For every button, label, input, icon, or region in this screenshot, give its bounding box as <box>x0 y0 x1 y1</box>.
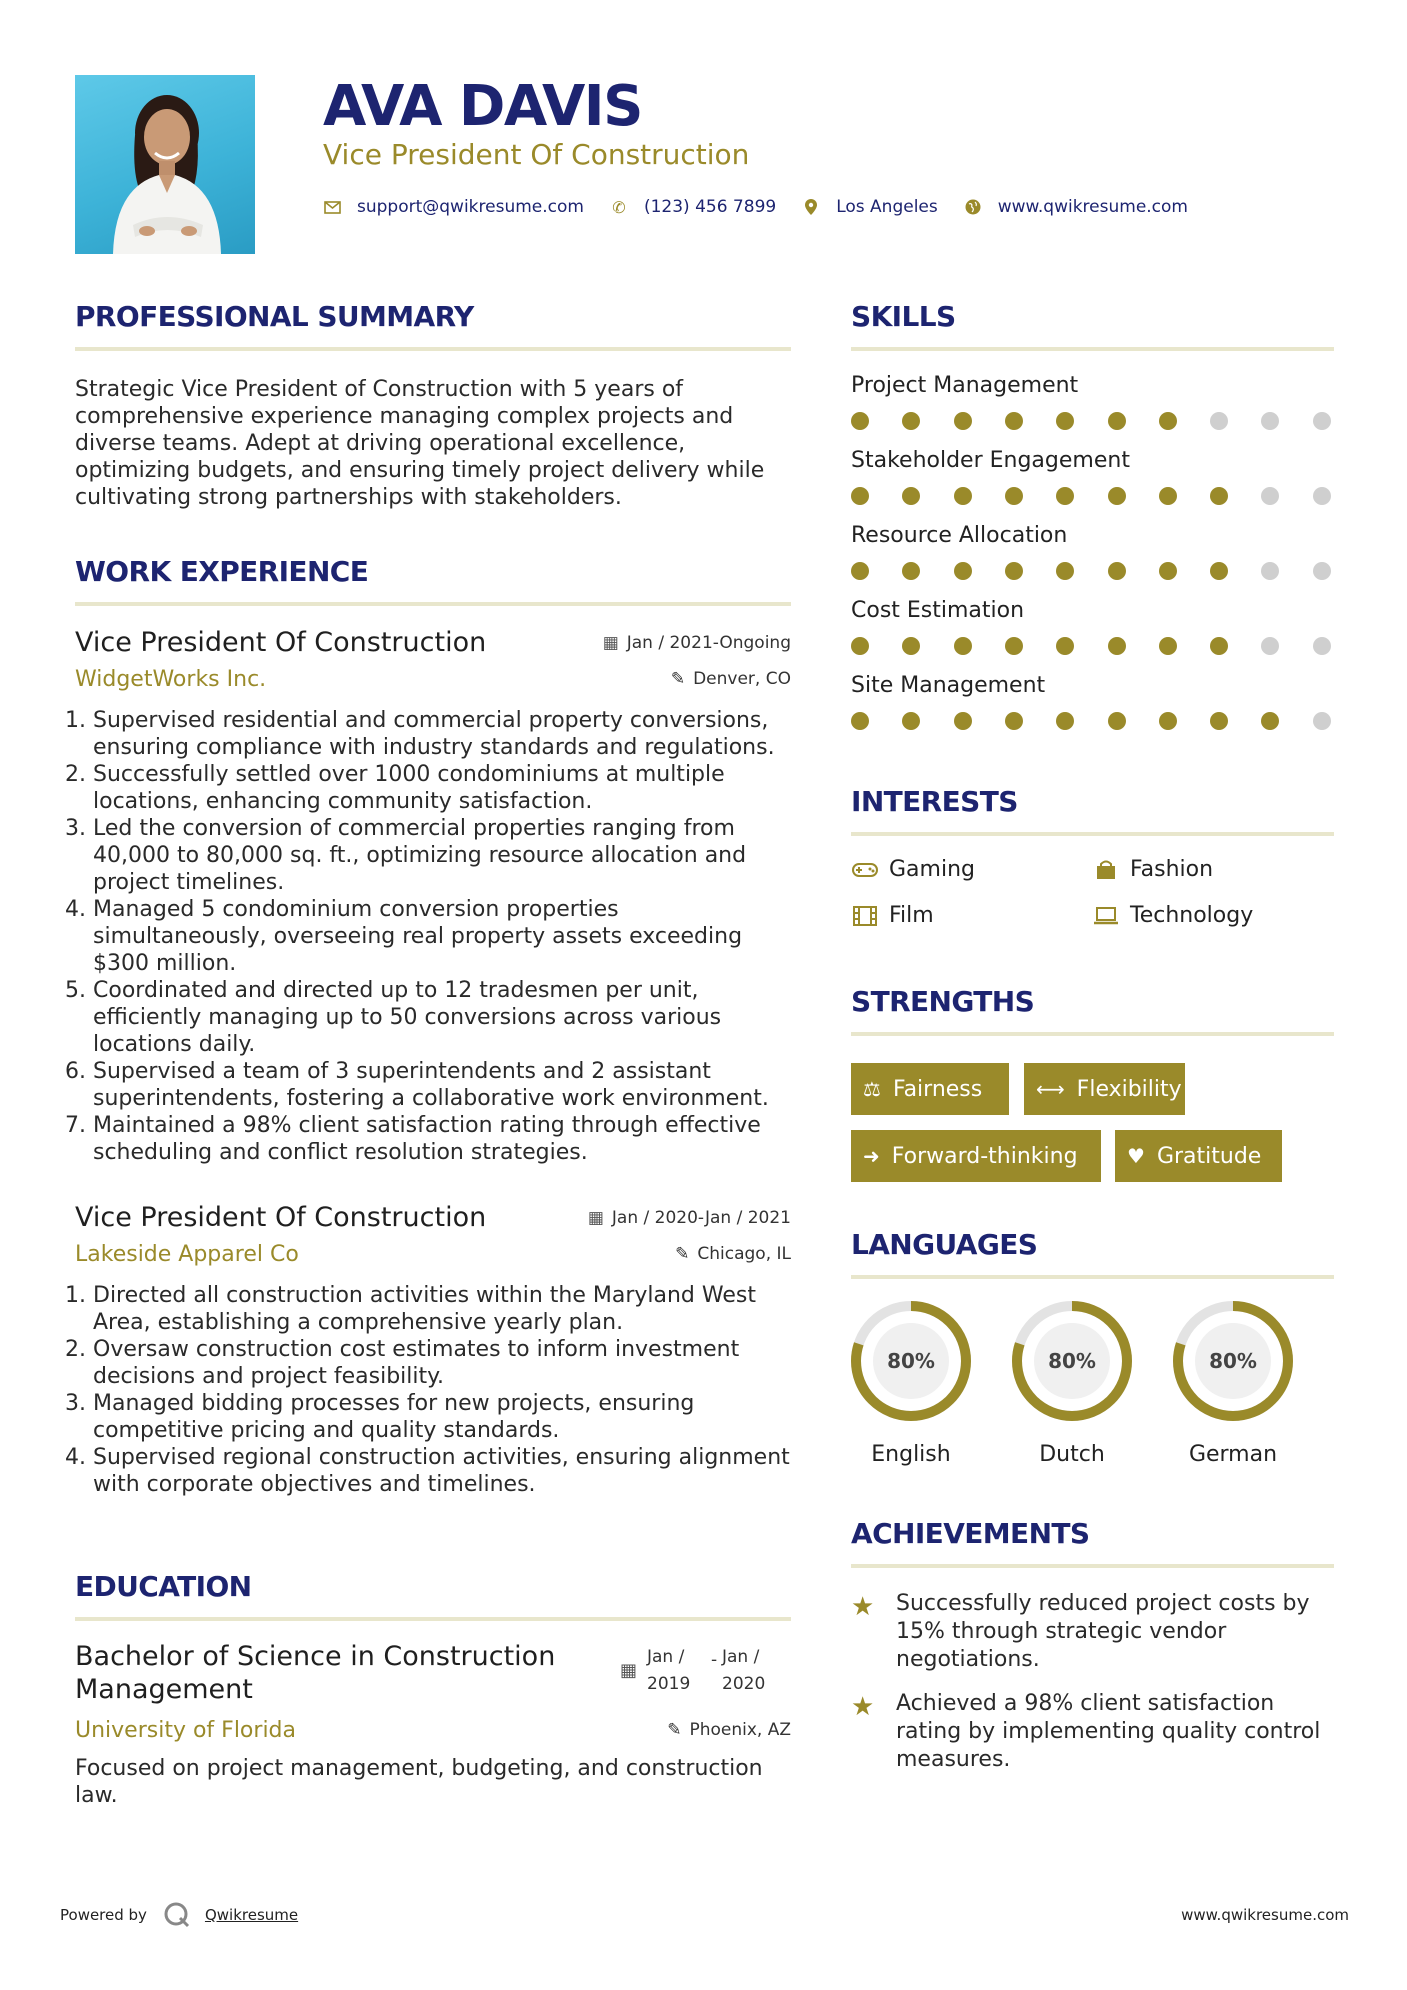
qwikresume-logo-icon <box>163 1901 191 1929</box>
achievement-item-1 <box>851 1590 1334 1680</box>
rating-dot-filled <box>851 712 869 730</box>
interest-label: Film <box>889 903 934 928</box>
interest-label: Technology <box>1130 903 1254 928</box>
rating-dot-filled <box>1005 712 1023 730</box>
interest-label: Gaming <box>889 857 975 882</box>
rating-dot-filled <box>1159 487 1177 505</box>
achievements-heading: ACHIEVEMENTS <box>851 1517 1090 1550</box>
rating-dot-empty <box>1313 487 1331 505</box>
rating-dot-filled <box>1261 712 1279 730</box>
shooting-star-icon: ★ <box>851 1592 875 1622</box>
rating-dot-empty <box>1261 487 1279 505</box>
map-pin-icon <box>802 199 820 215</box>
rating-dot-filled <box>1005 487 1023 505</box>
contact-email[interactable] <box>323 197 584 217</box>
achievement-text: Successfully reduced project costs by 15% through strategic vendor negotiations. <box>896 1591 1310 1672</box>
skill-label: Site Management <box>851 673 1046 698</box>
rating-dot-filled <box>954 712 972 730</box>
language-percent: 80% <box>887 1349 935 1373</box>
rating-dot-empty <box>1210 412 1228 430</box>
education-location <box>667 1720 791 1740</box>
location-text: Los Angeles <box>836 197 938 217</box>
interest-label: Fashion <box>1130 857 1214 882</box>
job-date-text: Jan / 2021-Ongoing <box>626 633 791 653</box>
strengths-heading: STRENGTHS <box>851 985 1035 1018</box>
contact-bar <box>323 194 1214 220</box>
rating-dot-filled <box>1056 487 1074 505</box>
job-title: Vice President Of Construction <box>75 1202 487 1233</box>
job-location-text: Chicago, IL <box>697 1244 791 1264</box>
list-item: 6. Supervised a team of 3 superintendents and 2 assistant superintendents, fostering a collaborative work environment. <box>93 1058 791 1112</box>
rating-dot-filled <box>954 637 972 655</box>
rating-dot-filled <box>1005 562 1023 580</box>
rating-dot-filled <box>902 487 920 505</box>
skill-row <box>851 597 1334 659</box>
shopping-bag-icon <box>1092 859 1120 881</box>
strength-label: Gratitude <box>1156 1143 1262 1169</box>
language-item <box>1172 1300 1294 1467</box>
section-divider <box>851 1275 1334 1279</box>
job-title: Vice President Of Construction <box>75 627 487 658</box>
pushpin-icon: ✎ <box>675 1244 690 1264</box>
list-item: 1. Supervised residential and commercial property conversions, ensuring compliance with industry standards and regulations. <box>93 707 791 761</box>
date-separator: - <box>711 1650 718 1670</box>
rating-dot-filled <box>851 412 869 430</box>
arrows-horizontal-icon: ⟷ <box>1036 1077 1065 1101</box>
list-item: 3. Led the conversion of commercial properties ranging from 40,000 to 80,000 sq. ft., optimizing resource allocation and project timelines. <box>93 815 791 896</box>
rating-dot-filled <box>851 562 869 580</box>
rating-dot-filled <box>1159 712 1177 730</box>
rating-dot-filled <box>1108 412 1126 430</box>
phone-icon: ✆ <box>612 197 626 217</box>
strength-pill-forward-thinking <box>851 1130 1101 1182</box>
summary-heading: PROFESSIONAL SUMMARY <box>75 300 474 333</box>
rating-dot-filled <box>851 487 869 505</box>
qwikresume-link[interactable]: Qwikresume <box>204 1906 299 1924</box>
rating-dot-filled <box>1210 487 1228 505</box>
rating-dot-filled <box>954 412 972 430</box>
section-divider <box>851 1032 1334 1036</box>
achievement-text: Achieved a 98% client satisfaction rating by implementing quality control measures. <box>896 1691 1321 1772</box>
skill-label: Resource Allocation <box>851 523 1068 548</box>
section-divider <box>851 832 1334 836</box>
strength-label: Fairness <box>892 1076 983 1102</box>
skill-rating <box>851 637 1334 659</box>
section-divider <box>851 347 1334 351</box>
education-heading: EDUCATION <box>75 1570 252 1603</box>
education-location-text: Phoenix, AZ <box>689 1720 791 1740</box>
achievement-item-2 <box>851 1690 1334 1780</box>
education-description: Focused on project management, budgeting, and construction law. <box>75 1756 763 1808</box>
rating-dot-empty <box>1261 562 1279 580</box>
contact-location <box>802 197 938 217</box>
rating-dot-filled <box>1210 562 1228 580</box>
rating-dot-filled <box>1056 562 1074 580</box>
gamepad-icon <box>851 862 879 878</box>
skill-rating <box>851 712 1334 734</box>
job-date-text: Jan / 2020-Jan / 2021 <box>611 1208 791 1228</box>
section-divider <box>75 602 791 606</box>
rating-dot-filled <box>851 637 869 655</box>
section-divider <box>851 1564 1334 1568</box>
skill-rating <box>851 487 1334 509</box>
section-divider <box>75 347 791 351</box>
experience-heading: WORK EXPERIENCE <box>75 555 369 588</box>
skill-label: Stakeholder Engagement <box>851 448 1130 473</box>
candidate-title: Vice President Of Construction <box>323 138 750 171</box>
rating-dot-filled <box>902 637 920 655</box>
candidate-name: AVA DAVIS <box>323 74 642 139</box>
language-name: English <box>871 1442 951 1467</box>
summary-text: Strategic Vice President of Construction with 5 years of comprehensive experience managing complex projects and diverse teams. Adept at driving operational excellence, optimizing budgets, and ensuring timely project delivery while cultivating strong partnerships with stakeholders. <box>75 377 765 510</box>
calendar-icon: ▦ <box>587 1208 604 1228</box>
contact-phone[interactable] <box>610 197 776 217</box>
rating-dot-filled <box>954 562 972 580</box>
laptop-icon <box>1092 907 1120 925</box>
interest-item-fashion <box>1092 857 1213 882</box>
rating-dot-filled <box>1108 712 1126 730</box>
section-divider <box>75 1617 791 1621</box>
job-entry-2 <box>75 1202 791 1498</box>
rating-dot-empty <box>1313 562 1331 580</box>
rating-dot-empty <box>1313 412 1331 430</box>
rating-dot-filled <box>1056 712 1074 730</box>
list-item: 3. Managed bidding processes for new projects, ensuring competitive pricing and quality standards. <box>93 1390 791 1444</box>
date-start-line-1: Jan / <box>647 1647 685 1667</box>
date-start-line-2: 2019 <box>647 1674 691 1694</box>
language-percent: 80% <box>1048 1349 1096 1373</box>
list-item: 1. Directed all construction activities within the Maryland West Area, establishing a comprehensive yearly plan. <box>93 1282 791 1336</box>
rating-dot-filled <box>1210 712 1228 730</box>
film-icon <box>851 906 879 926</box>
rating-dot-filled <box>954 487 972 505</box>
list-item: 4. Supervised regional construction activities, ensuring alignment with corporate objectives and timelines. <box>93 1444 791 1498</box>
envelope-icon <box>323 201 341 214</box>
job-bullets <box>75 707 791 1166</box>
interest-item-film <box>851 903 934 928</box>
skills-heading: SKILLS <box>851 300 956 333</box>
job-company: WidgetWorks Inc. <box>75 667 267 692</box>
list-item: 2. Successfully settled over 1000 condominiums at multiple locations, enhancing community satisfaction. <box>93 761 791 815</box>
date-end-line-2: 2020 <box>722 1674 766 1694</box>
education-date-start <box>647 1644 690 1698</box>
degree-title: Bachelor of Science in Construction Management <box>75 1641 556 1705</box>
skill-rating <box>851 562 1334 584</box>
rating-dot-empty <box>1261 637 1279 655</box>
skill-row <box>851 447 1334 509</box>
rating-dot-empty <box>1313 637 1331 655</box>
calendar-icon: ▦ <box>602 633 619 653</box>
job-bullets <box>75 1282 791 1498</box>
list-item: 7. Maintained a 98% client satisfaction rating through effective scheduling and conflict resolution strategies. <box>93 1112 791 1166</box>
rating-dot-filled <box>1159 412 1177 430</box>
rating-dot-empty <box>1313 712 1331 730</box>
language-progress-ring <box>1011 1300 1133 1422</box>
footer-powered-by <box>60 1901 298 1929</box>
language-name: German <box>1188 1442 1278 1467</box>
rating-dot-filled <box>1056 637 1074 655</box>
list-item: 5. Coordinated and directed up to 12 tradesmen per unit, efficiently managing up to 50 conversions across various locations daily. <box>93 977 791 1058</box>
rating-dot-filled <box>1159 562 1177 580</box>
rating-dot-empty <box>1261 412 1279 430</box>
strengths-section <box>851 985 1334 1036</box>
pushpin-icon: ✎ <box>670 669 686 689</box>
strength-pill-flexibility <box>1024 1063 1185 1115</box>
job-location <box>675 1244 791 1264</box>
skill-row <box>851 522 1334 584</box>
contact-website[interactable] <box>964 197 1188 217</box>
job-date <box>603 633 791 653</box>
arrow-right-icon: ➜ <box>863 1144 880 1168</box>
rating-dot-filled <box>1056 412 1074 430</box>
strength-pill-gratitude <box>1115 1130 1282 1182</box>
date-end-line-1: Jan / <box>722 1647 760 1667</box>
calendar-icon: ▦ <box>620 1660 638 1681</box>
language-item <box>850 1300 972 1467</box>
strength-label: Forward-thinking <box>891 1143 1078 1169</box>
skill-label: Project Management <box>851 373 1079 398</box>
job-location-text: Denver, CO <box>693 669 791 689</box>
skill-label: Cost Estimation <box>851 598 1025 623</box>
languages-heading: LANGUAGES <box>851 1228 1038 1261</box>
rating-dot-filled <box>1005 412 1023 430</box>
skills-section <box>851 300 1334 351</box>
pushpin-icon: ✎ <box>667 1720 682 1740</box>
rating-dot-filled <box>1108 562 1126 580</box>
phone-text: (123) 456 7899 <box>643 197 777 217</box>
balance-scale-icon: ⚖ <box>863 1077 881 1101</box>
job-date <box>588 1208 791 1228</box>
interest-item-gaming <box>851 857 975 882</box>
shooting-star-icon: ★ <box>851 1692 875 1722</box>
language-item <box>1011 1300 1133 1467</box>
language-progress-ring <box>850 1300 972 1422</box>
job-company: Lakeside Apparel Co <box>75 1242 299 1267</box>
powered-by-text: Powered by <box>60 1906 147 1924</box>
interests-section <box>851 785 1334 836</box>
rating-dot-filled <box>1159 637 1177 655</box>
footer-url[interactable]: www.qwikresume.com <box>1181 1906 1349 1924</box>
strength-label: Flexibility <box>1076 1076 1182 1102</box>
globe-icon <box>964 199 982 215</box>
rating-dot-filled <box>1210 637 1228 655</box>
rating-dot-filled <box>1108 487 1126 505</box>
website-text: www.qwikresume.com <box>997 197 1188 217</box>
school-name: University of Florida <box>75 1718 296 1743</box>
heart-icon: ♥ <box>1127 1144 1145 1168</box>
rating-dot-filled <box>902 712 920 730</box>
job-entry-1 <box>75 627 791 1166</box>
achievements-section <box>851 1517 1334 1568</box>
languages-section <box>851 1228 1334 1279</box>
interests-heading: INTERESTS <box>851 785 1018 818</box>
interest-item-technology <box>1092 903 1253 928</box>
language-progress-ring <box>1172 1300 1294 1422</box>
rating-dot-filled <box>902 412 920 430</box>
job-location <box>671 669 791 689</box>
experience-section <box>75 555 791 606</box>
rating-dot-filled <box>1005 637 1023 655</box>
skill-rating <box>851 412 1334 434</box>
summary-section <box>75 300 791 511</box>
language-percent: 80% <box>1209 1349 1257 1373</box>
profile-photo <box>75 75 255 254</box>
strength-pill-fairness <box>851 1063 1009 1115</box>
education-section <box>75 1570 791 1621</box>
language-name: Dutch <box>1039 1442 1105 1467</box>
list-item: 4. Managed 5 condominium conversion properties simultaneously, overseeing real property assets exceeding $300 million. <box>93 896 791 977</box>
email-text: support@qwikresume.com <box>357 197 584 217</box>
person-photo-illustration <box>75 75 255 254</box>
skill-row <box>851 672 1334 734</box>
rating-dot-filled <box>902 562 920 580</box>
education-date-end <box>722 1644 765 1698</box>
list-item: 2. Oversaw construction cost estimates to inform investment decisions and project feasibility. <box>93 1336 791 1390</box>
rating-dot-filled <box>1108 637 1126 655</box>
skill-row <box>851 372 1334 434</box>
